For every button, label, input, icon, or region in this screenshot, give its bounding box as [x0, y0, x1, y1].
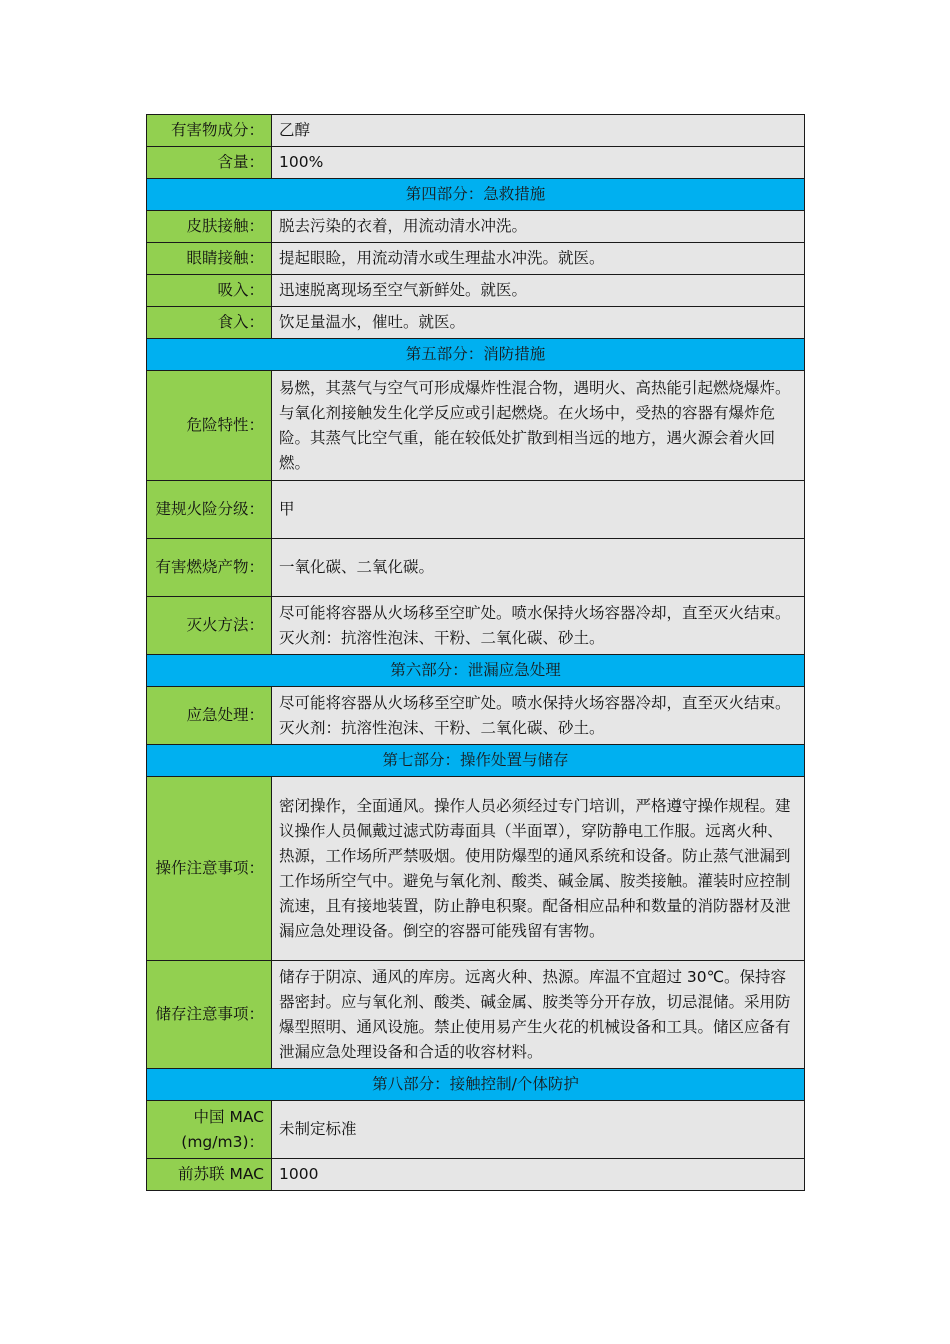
table-row [147, 371, 805, 481]
section-row [147, 1069, 805, 1101]
content-label: 含量： [147, 147, 272, 179]
emergency-label: 应急处理： [147, 687, 272, 745]
hazard-value: 易燃，其蒸气与空气可形成爆炸性混合物，遇明火、高热能引起燃烧爆炸。与氧化剂接触发生化学反应或引起燃烧。在火场中，受热的容器有爆炸危险。其蒸气比空气重，能在较低处扩散到相当远的地方，遇火源会着火回燃。 [272, 371, 805, 481]
table-row [147, 1159, 805, 1191]
section-7-heading: 第七部分：操作处置与储存 [147, 745, 805, 777]
content-value: 100% [272, 147, 805, 179]
fire-class-value: 甲 [272, 481, 805, 539]
section-5-heading: 第五部分：消防措施 [147, 339, 805, 371]
combustion-products-label: 有害燃烧产物： [147, 539, 272, 597]
eye-contact-label: 眼睛接触： [147, 243, 272, 275]
skin-contact-value: 脱去污染的衣着，用流动清水冲洗。 [272, 211, 805, 243]
china-mac-value: 未制定标准 [272, 1101, 805, 1159]
combustion-products-value: 一氧化碳、二氧化碳。 [272, 539, 805, 597]
skin-contact-label: 皮肤接触： [147, 211, 272, 243]
table-row [147, 147, 805, 179]
operation-notes-label: 操作注意事项： [147, 777, 272, 961]
table-row [147, 275, 805, 307]
storage-notes-label: 储存注意事项： [147, 961, 272, 1069]
storage-notes-value: 储存于阴凉、通风的库房。远离火种、热源。库温不宜超过 30℃。保持容器密封。应与氧化剂、酸类、碱金属、胺类等分开存放，切忌混储。采用防爆型照明、通风设施。禁止使用易产生火花的机械设备和工具。储区应备有泄漏应急处理设备和合适的收容材料。 [272, 961, 805, 1069]
section-row [147, 745, 805, 777]
section-row [147, 179, 805, 211]
harmful-component-label: 有害物成分： [147, 115, 272, 147]
emergency-value: 尽可能将容器从火场移至空旷处。喷水保持火场容器冷却，直至灭火结束。灭火剂：抗溶性泡沫、干粉、二氧化碳、砂土。 [272, 687, 805, 745]
operation-notes-value: 密闭操作，全面通风。操作人员必须经过专门培训，严格遵守操作规程。建议操作人员佩戴过滤式防毒面具（半面罩），穿防静电工作服。远离火种、热源，工作场所严禁吸烟。使用防爆型的通风系统和设备。防止蒸气泄漏到工作场所空气中。避免与氧化剂、酸类、碱金属、胺类接触。灌装时应控制流速，且有接地装置，防止静电积聚。配备相应品种和数量的消防器材及泄漏应急处理设备。倒空的容器可能残留有害物。 [272, 777, 805, 961]
section-6-heading: 第六部分：泄漏应急处理 [147, 655, 805, 687]
extinguishing-value: 尽可能将容器从火场移至空旷处。喷水保持火场容器冷却，直至灭火结束。灭火剂：抗溶性泡沫、干粉、二氧化碳、砂土。 [272, 597, 805, 655]
table-row [147, 777, 805, 961]
table-row [147, 115, 805, 147]
ingestion-label: 食入： [147, 307, 272, 339]
section-4-heading: 第四部分：急救措施 [147, 179, 805, 211]
extinguishing-label: 灭火方法： [147, 597, 272, 655]
msds-table [146, 114, 805, 1191]
table-row [147, 539, 805, 597]
section-8-heading: 第八部分：接触控制/个体防护 [147, 1069, 805, 1101]
harmful-component-value: 乙醇 [272, 115, 805, 147]
section-row [147, 339, 805, 371]
table-row [147, 481, 805, 539]
hazard-label: 危险特性： [147, 371, 272, 481]
table-row [147, 687, 805, 745]
ussr-mac-label: 前苏联 MAC [147, 1159, 272, 1191]
eye-contact-value: 提起眼睑，用流动清水或生理盐水冲洗。就医。 [272, 243, 805, 275]
section-row [147, 655, 805, 687]
ingestion-value: 饮足量温水，催吐。就医。 [272, 307, 805, 339]
china-mac-label: 中国 MAC (mg/m3)： [147, 1101, 272, 1159]
ussr-mac-value: 1000 [272, 1159, 805, 1191]
table-row [147, 307, 805, 339]
inhalation-label: 吸入： [147, 275, 272, 307]
table-row [147, 1101, 805, 1159]
table-row [147, 243, 805, 275]
inhalation-value: 迅速脱离现场至空气新鲜处。就医。 [272, 275, 805, 307]
table-row [147, 211, 805, 243]
fire-class-label: 建规火险分级： [147, 481, 272, 539]
table-row [147, 961, 805, 1069]
table-row [147, 597, 805, 655]
